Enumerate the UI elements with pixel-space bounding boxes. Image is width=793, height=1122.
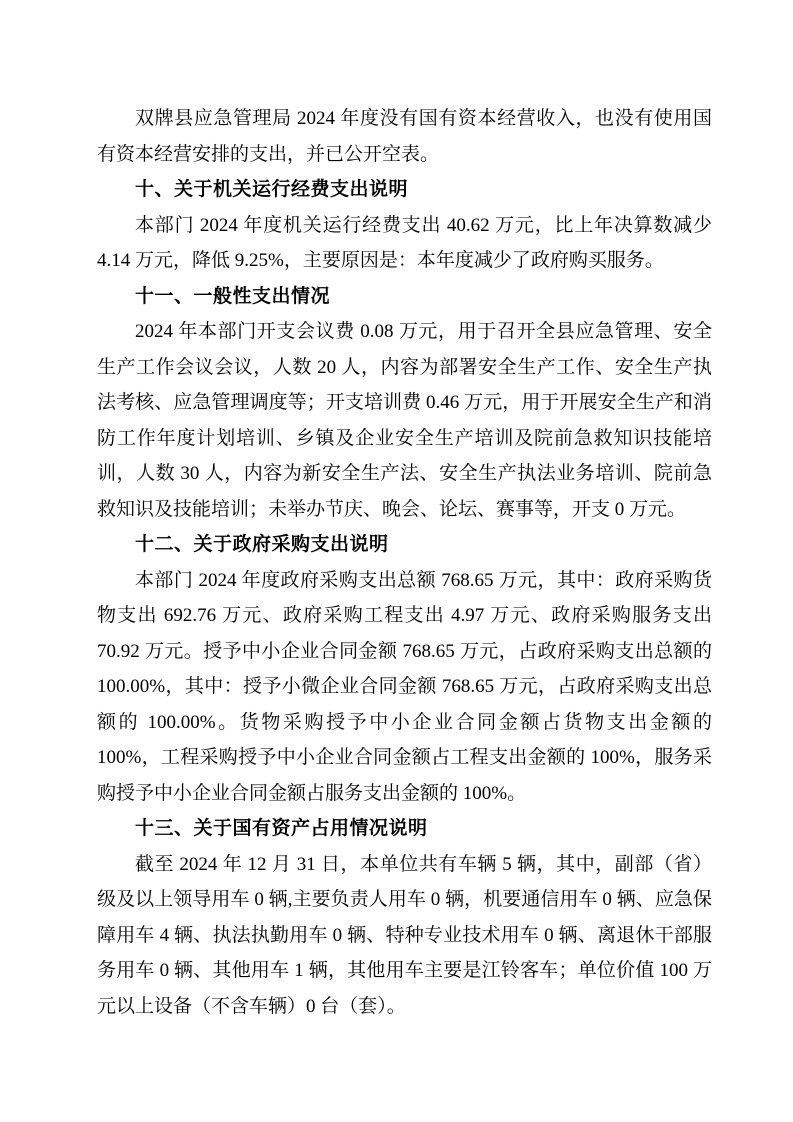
paragraph: 双牌县应急管理局 2024 年度没有国有资本经营收入，也没有使用国有资本经营安排的支出，并已公开空表。	[97, 108, 712, 165]
section-heading: 十一、一般性支出情况	[135, 285, 331, 307]
section-heading: 十三、关于国有资产占用情况说明	[135, 818, 428, 839]
paragraph: 本部门 2024 年度政府采购支出总额 768.65 万元，其中：政府采购货物支出 692.76 万元、政府采购工程支出 4.97 万元、政府采购服务支出 70.92 万元。授予中小企业合同金额 768.65 万元，占政府采购支出总额的 100.00%，其中：授予小微企业合同金额 768.65 万元，占政府采购支出总额的 100.00%。货物采购授予中小企业合同金额占货物支出金额的 100%，工程采购授予中小企业合同金额占工程支出金额的 100%，服务采购授予中小企业合同金额占服务支出金额的 100%。	[97, 569, 712, 804]
section-heading: 十、关于机关运行经费支出说明	[135, 179, 409, 200]
paragraph: 本部门 2024 年度机关运行经费支出 40.62 万元，比上年决算数减少 4.14 万元，降低 9.25%，主要原因是：本年度减少了政府购买服务。	[97, 214, 712, 271]
document-body	[97, 101, 712, 1024]
paragraph: 2024 年本部门开支会议费 0.08 万元，用于召开全县应急管理、安全生产工作会议会议，人数 20 人，内容为部署安全生产工作、安全生产执法考核、应急管理调度等；开支培训费 0.46 万元，用于开展安全生产和消防工作年度计划培训、乡镇及企业安全生产培训及院前急救知识技能培训，人数 30 人，内容为新安全生产法、安全生产执法业务培训、院前急救知识及技能培训；未举办节庆、晚会、论坛、赛事等，开支 0 万元。	[97, 321, 712, 520]
section-heading: 十二、关于政府采购支出说明	[135, 534, 389, 555]
paragraph: 截至 2024 年 12 月 31 日，本单位共有车辆 5 辆，其中，副部（省）级及以上领导用车 0 辆,主要负责人用车 0 辆，机要通信用车 0 辆、应急保障用车 4 辆、执法执勤用车 0 辆、特种专业技术用车 0 辆、离退休干部服务用车 0 辆、其他用车 1 辆，其他用车主要是江铃客车；单位价值 100 万元以上设备（不含车辆）0 台（套）。	[97, 853, 712, 1017]
